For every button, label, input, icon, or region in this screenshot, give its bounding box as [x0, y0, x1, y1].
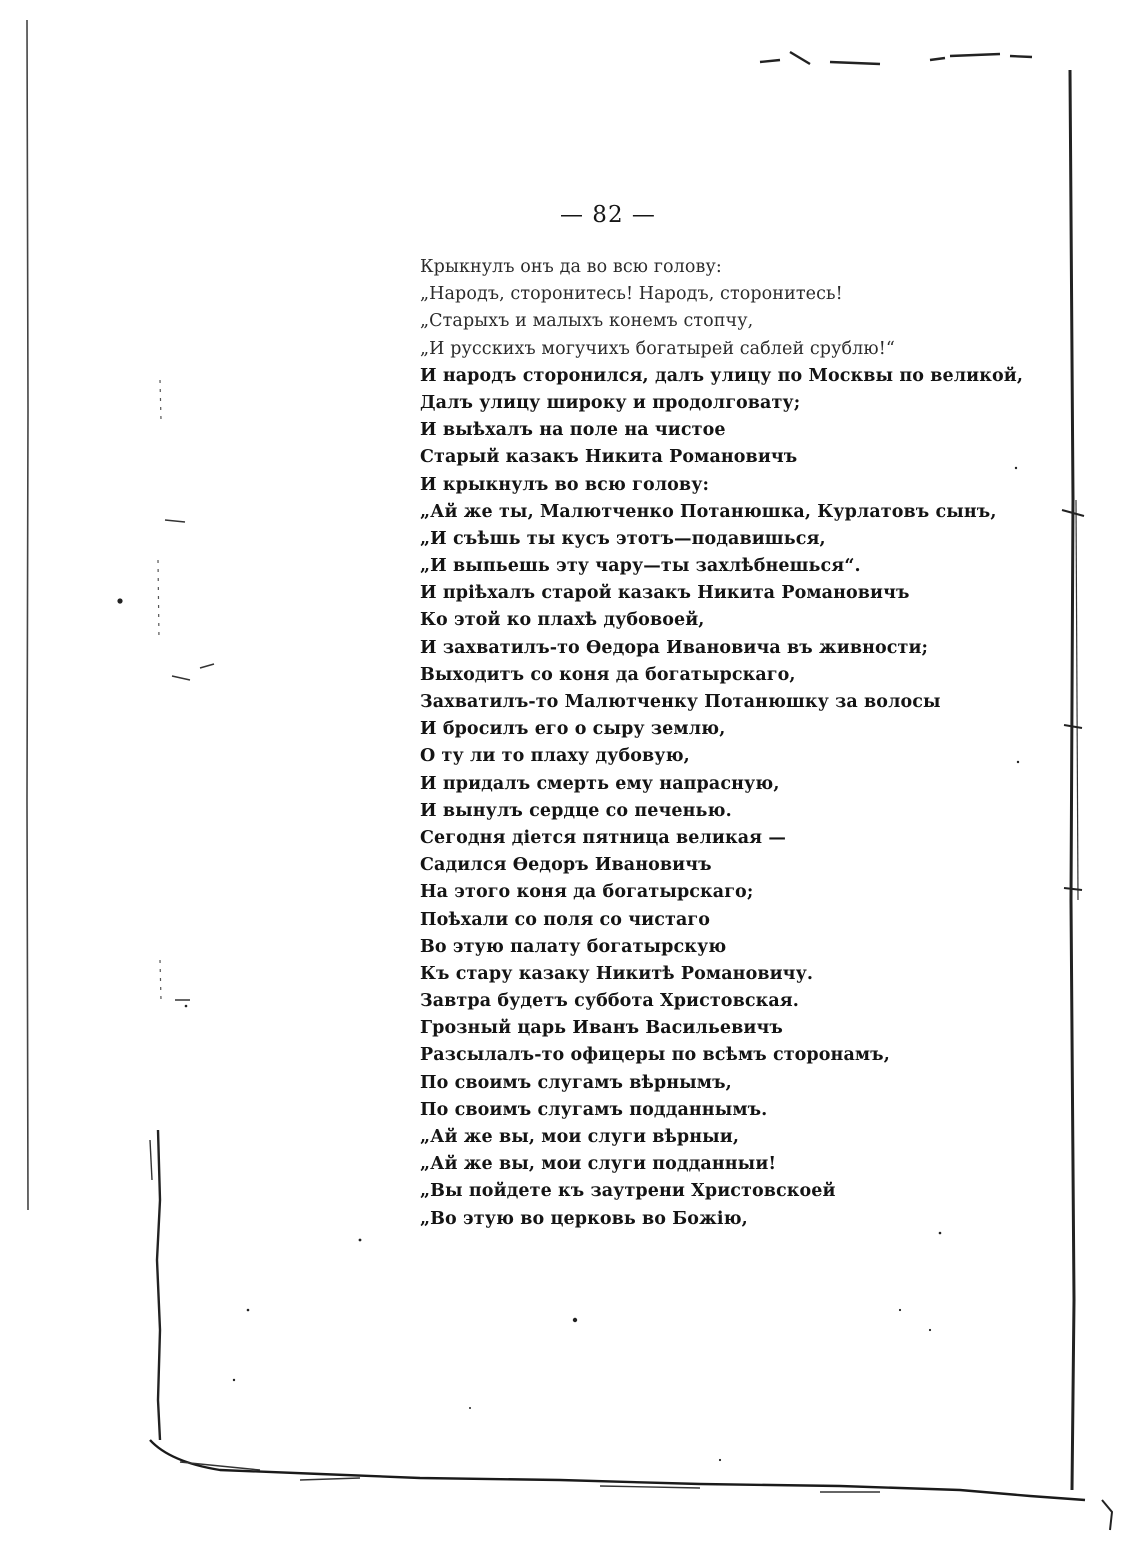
poem-line: Выходитъ со коня да богатырскаго, [420, 664, 796, 685]
poem-line: Разсылалъ-то офицеры по всѣмъ сторонамъ, [420, 1045, 890, 1066]
poem-line: Далъ улицу широку и продолговату; [420, 392, 801, 413]
poem-line: „И русскихъ могучихъ богатырей саблей срублю!“ [420, 338, 895, 359]
poem-line: „И съѣшь ты кусъ этотъ—подавишься, [420, 528, 826, 549]
bottom-border-line [150, 1440, 1085, 1500]
poem-line: „Старыхъ и малыхъ конемъ стопчу, [420, 311, 754, 332]
poem-line: „И выпьешь эту чару—ты захлѣбнешься“. [420, 556, 861, 577]
poem-line: „Вы пойдете къ заутрени Христовскоей [420, 1181, 836, 1202]
page-number: — 82 — [560, 202, 656, 228]
poem-line: И бросилъ его о сыру землю, [420, 719, 726, 740]
poem-line: „Народъ, сторонитесь! Народъ, сторонитесь! [420, 284, 843, 305]
right-edge-line [1070, 70, 1074, 1490]
poem-line: И вынулъ сердце со печенью. [420, 800, 732, 821]
poem-line: И выѣхалъ на поле на чистое [420, 420, 726, 441]
poem-line: „Ай же вы, мои слуги вѣрныи, [420, 1127, 740, 1147]
poem-line: Къ стару казаку Никитѣ Романовичу. [420, 963, 814, 984]
poem-line: Сегодня діется пятница великая — [420, 827, 786, 848]
poem-line: Садился Ѳедоръ Ивановичъ [420, 855, 712, 876]
poem-line: И крыкнулъ во всю голову: [420, 474, 710, 495]
poem-text [420, 254, 1024, 1233]
poem-line: Завтра будетъ суббота Христовская. [420, 991, 799, 1012]
poem-line: „Ай же вы, мои слуги подданныи! [420, 1154, 777, 1175]
poem-line: И захватилъ-то Ѳедора Ивановича въ живности; [420, 637, 929, 658]
poem-line: Захватилъ-то Малютченку Потанюшку за волосы [420, 692, 941, 712]
poem-line: И придалъ смерть ему напрасную, [420, 773, 780, 794]
poem-line: Во этую палату богатырскую [420, 936, 727, 957]
poem-line: Ко этой ко плахѣ дубовоей, [420, 610, 705, 631]
poem-line: „Во этую во церковь во Божію, [420, 1208, 748, 1229]
poem-line: Грозный царь Иванъ Васильевичъ [420, 1018, 783, 1039]
poem-line: „Ай же ты, Малютченко Потанюшка, Курлатовъ сынъ, [420, 501, 997, 522]
poem-line: На этого коня да богатырскаго; [420, 882, 754, 903]
poem-line: О ту ли то плаху дубовую, [420, 746, 690, 767]
poem-line: По своимъ слугамъ подданнымъ. [420, 1099, 768, 1120]
poem-line: И пріѣхалъ старой казакъ Никита Романовичъ [420, 583, 910, 604]
left-edge-line [27, 20, 28, 1210]
poem-line: И народъ сторонился, далъ улицу по Москвы по великой, [420, 365, 1024, 386]
poem-line: Крыкнулъ онъ да во всю голову: [420, 257, 722, 277]
poem-line: Старый казакъ Никита Романовичъ [420, 447, 798, 468]
poem-line: По своимъ слугамъ вѣрнымъ, [420, 1072, 732, 1093]
poem-line: Поѣхали со поля со чистаго [420, 909, 710, 930]
